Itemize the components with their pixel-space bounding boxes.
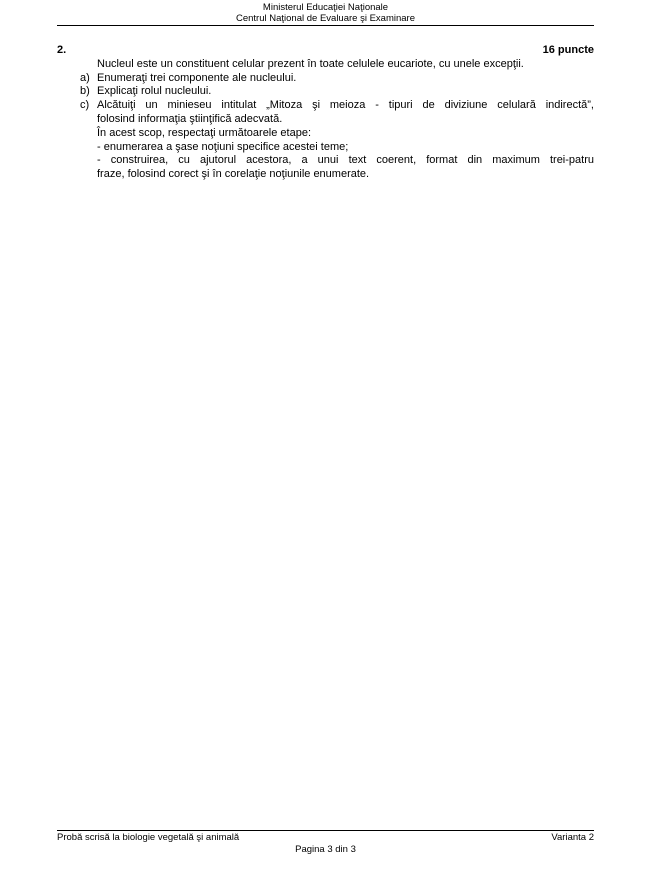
document-header [57, 0, 594, 26]
question-item-b [57, 85, 594, 99]
item-c-line-6: fraze, folosind corect şi în corelaţie noţiunile enumerate. [97, 168, 370, 181]
item-c-line-4: - enumerarea a şase noţiuni specifice acestei teme; [97, 140, 349, 153]
item-c-line-5: - construirea, cu ajutorul acestora, a unui text coerent, format din maximum trei-patru [97, 154, 594, 167]
page-content [57, 0, 594, 182]
item-b-text: Explicaţi rolul nucleului. [97, 85, 212, 98]
item-c-line-3: În acest scop, respectaţi următoarele etape: [97, 126, 312, 139]
footer-page-number: Pagina 3 din 3 [295, 843, 356, 855]
item-a-marker: a) [80, 71, 90, 84]
footer-exam-title: Probă scrisă la biologie vegetală şi animală [57, 832, 240, 843]
footer-variant: Varianta 2 [551, 832, 594, 843]
question-points: 16 puncte [542, 44, 594, 56]
question-intro: Nucleul este un constituent celular prezent în toate celulele eucariote, cu unele excepţii. [97, 57, 524, 70]
question-item-a [57, 72, 594, 86]
footer-top-row [57, 832, 594, 844]
question-header-row [57, 44, 594, 58]
item-c-marker: c) [80, 99, 90, 112]
question-number: 2. [57, 44, 67, 56]
evaluation-center-name: Centrul Naţional de Evaluare şi Examinare [235, 13, 415, 24]
ministry-name: Ministerul Educaţiei Naţionale [262, 2, 389, 13]
question-item-c [57, 99, 594, 182]
item-c-line-1: Alcătuiţi un minieseu intitulat „Mitoza şi meioza - tipuri de diviziune celulară indirectă”, [97, 99, 594, 112]
item-a-text: Enumeraţi trei componente ale nucleului. [97, 71, 297, 84]
question-block [57, 44, 594, 182]
item-c-line-2: folosind informaţia ştiinţifică adecvată. [97, 112, 283, 125]
item-b-marker: b) [80, 85, 90, 98]
document-footer [57, 830, 594, 855]
